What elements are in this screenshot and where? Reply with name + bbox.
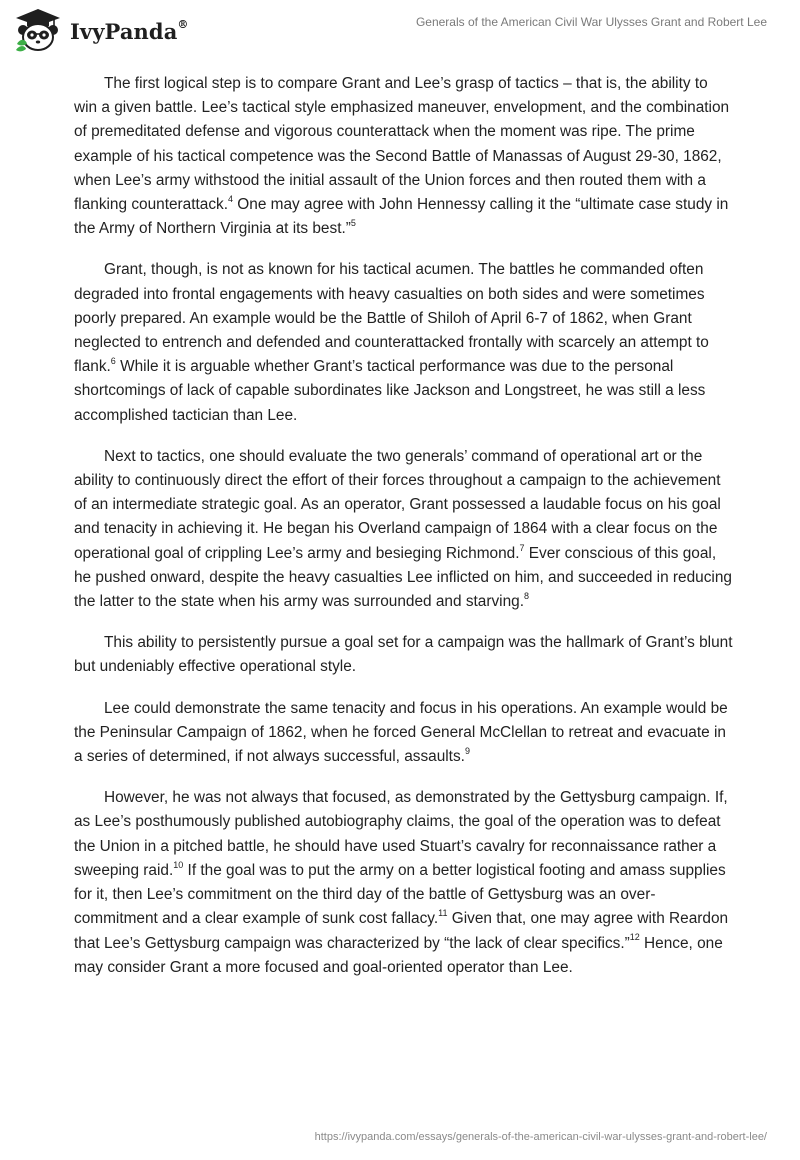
footnote-ref[interactable]: 8 [524, 590, 530, 601]
paragraph-text: If the goal was to put the army on a better logistical footing and amass supplies for it, then Lee’s commitment on the third day of the battle of Gettysburg was an over-commitment and a clear example of sunk cost fallacy. [74, 861, 726, 928]
paragraph-text: Lee could demonstrate the same tenacity and focus in his operations. An example would be the Peninsular Campaign of 1862, when he forced General McClellan to retreat and evacuate in a series of determined, if not always successful, assaults. [74, 699, 728, 766]
panda-graduate-icon [14, 8, 62, 52]
registered-mark: ® [177, 17, 189, 31]
paragraph-text: Given that, one may agree with Reardon that Lee’s Gettysburg campaign was characterized by “the lack of clear specifics.” [74, 910, 729, 952]
footnote-ref[interactable]: 10 [173, 859, 184, 870]
essay-paragraph [74, 72, 734, 241]
page-header [0, 0, 800, 60]
footnote-ref[interactable]: 11 [438, 908, 448, 919]
ivypanda-logo[interactable] [14, 8, 189, 52]
essay-paragraph [74, 258, 734, 427]
essay-paragraph [74, 697, 734, 770]
footnote-ref[interactable]: 6 [110, 356, 116, 367]
document-title: Generals of the American Civil War Ulysses Grant and Robert Lee [415, 15, 767, 29]
brand-name: IvyPanda® [70, 17, 189, 44]
footnote-ref[interactable]: 7 [519, 542, 525, 553]
paragraph-text: However, he was not always that focused, as demonstrated by the Gettysburg campaign. If, as Lee’s posthumously published autobiography claims, the goal of the operation was to defeat the Union in a pitched battle, he should have used Stuart’s cavalry for reconnaissance rather a sweeping raid. [74, 789, 728, 879]
paragraph-text: Hence, one may consider Grant a more focused and goal-oriented operator than Lee. [74, 934, 723, 976]
footnote-ref[interactable]: 4 [228, 193, 234, 204]
paragraph-text: Next to tactics, one should evaluate the two generals’ command of operational art or the ability to continuously direct the effort of their forces throughout a campaign to the achievement of an intermediate strategic goal. As an operator, Grant possessed a laudable focus on his goal and tenacity in achieving it. He began his Overland campaign of 1864 with a clear focus on the operational goal of crippling Lee’s army and besieging Richmond. [74, 447, 721, 562]
essay-body [74, 72, 734, 997]
essay-paragraph [74, 631, 734, 679]
paragraph-text: The first logical step is to compare Grant and Lee’s grasp of tactics – that is, the ability to win a given battle. Lee’s tactical style emphasized maneuver, envelopment, and the combination of premeditated defense and vigorous counterattack when the moment was ripe. The prime example of his tactical competence was the Second Battle of Manassas of August 29-30, 1862, when Lee’s army withstood the initial assault of the Union forces and then routed them with a flanking counterattack. [74, 75, 730, 214]
paragraph-text: While it is arguable whether Grant’s tactical performance was due to the personal shortcomings of lack of capable subordinates like Jackson and Longstreet, he was still a less accomplished tactician than Lee. [74, 358, 706, 424]
paragraph-text: This ability to persistently pursue a goal set for a campaign was the hallmark of Grant’s blunt but undeniably effective operational style. [74, 634, 733, 676]
paragraph-text: One may agree with John Hennessy calling it the “ultimate case study in the Army of Northern Virginia at its best.” [74, 196, 729, 238]
source-url[interactable]: https://ivypanda.com/essays/generals-of-the-american-civil-war-ulysses-grant-and-robert-lee/ [314, 1131, 767, 1143]
paragraph-text: Grant, though, is not as known for his tactical acumen. The battles he commanded often degraded into frontal engagements with heavy casualties on both sides and were sometimes poorly prepared. An example would be the Battle of Shiloh of April 6-7 of 1862, when Grant neglected to entrench and defended and counterattacked frontally with scarcely an attempt to flank. [74, 261, 709, 376]
footnote-ref[interactable]: 12 [629, 932, 640, 943]
paragraph-text: Ever conscious of this goal, he pushed onward, despite the heavy casualties Lee inflicted on him, and succeeded in reducing the latter to the state when his army was surrounded and starving. [74, 544, 732, 611]
essay-paragraph [74, 445, 734, 614]
footnote-ref[interactable]: 5 [350, 218, 356, 229]
essay-paragraph [74, 786, 734, 980]
footnote-ref[interactable]: 9 [464, 745, 470, 756]
